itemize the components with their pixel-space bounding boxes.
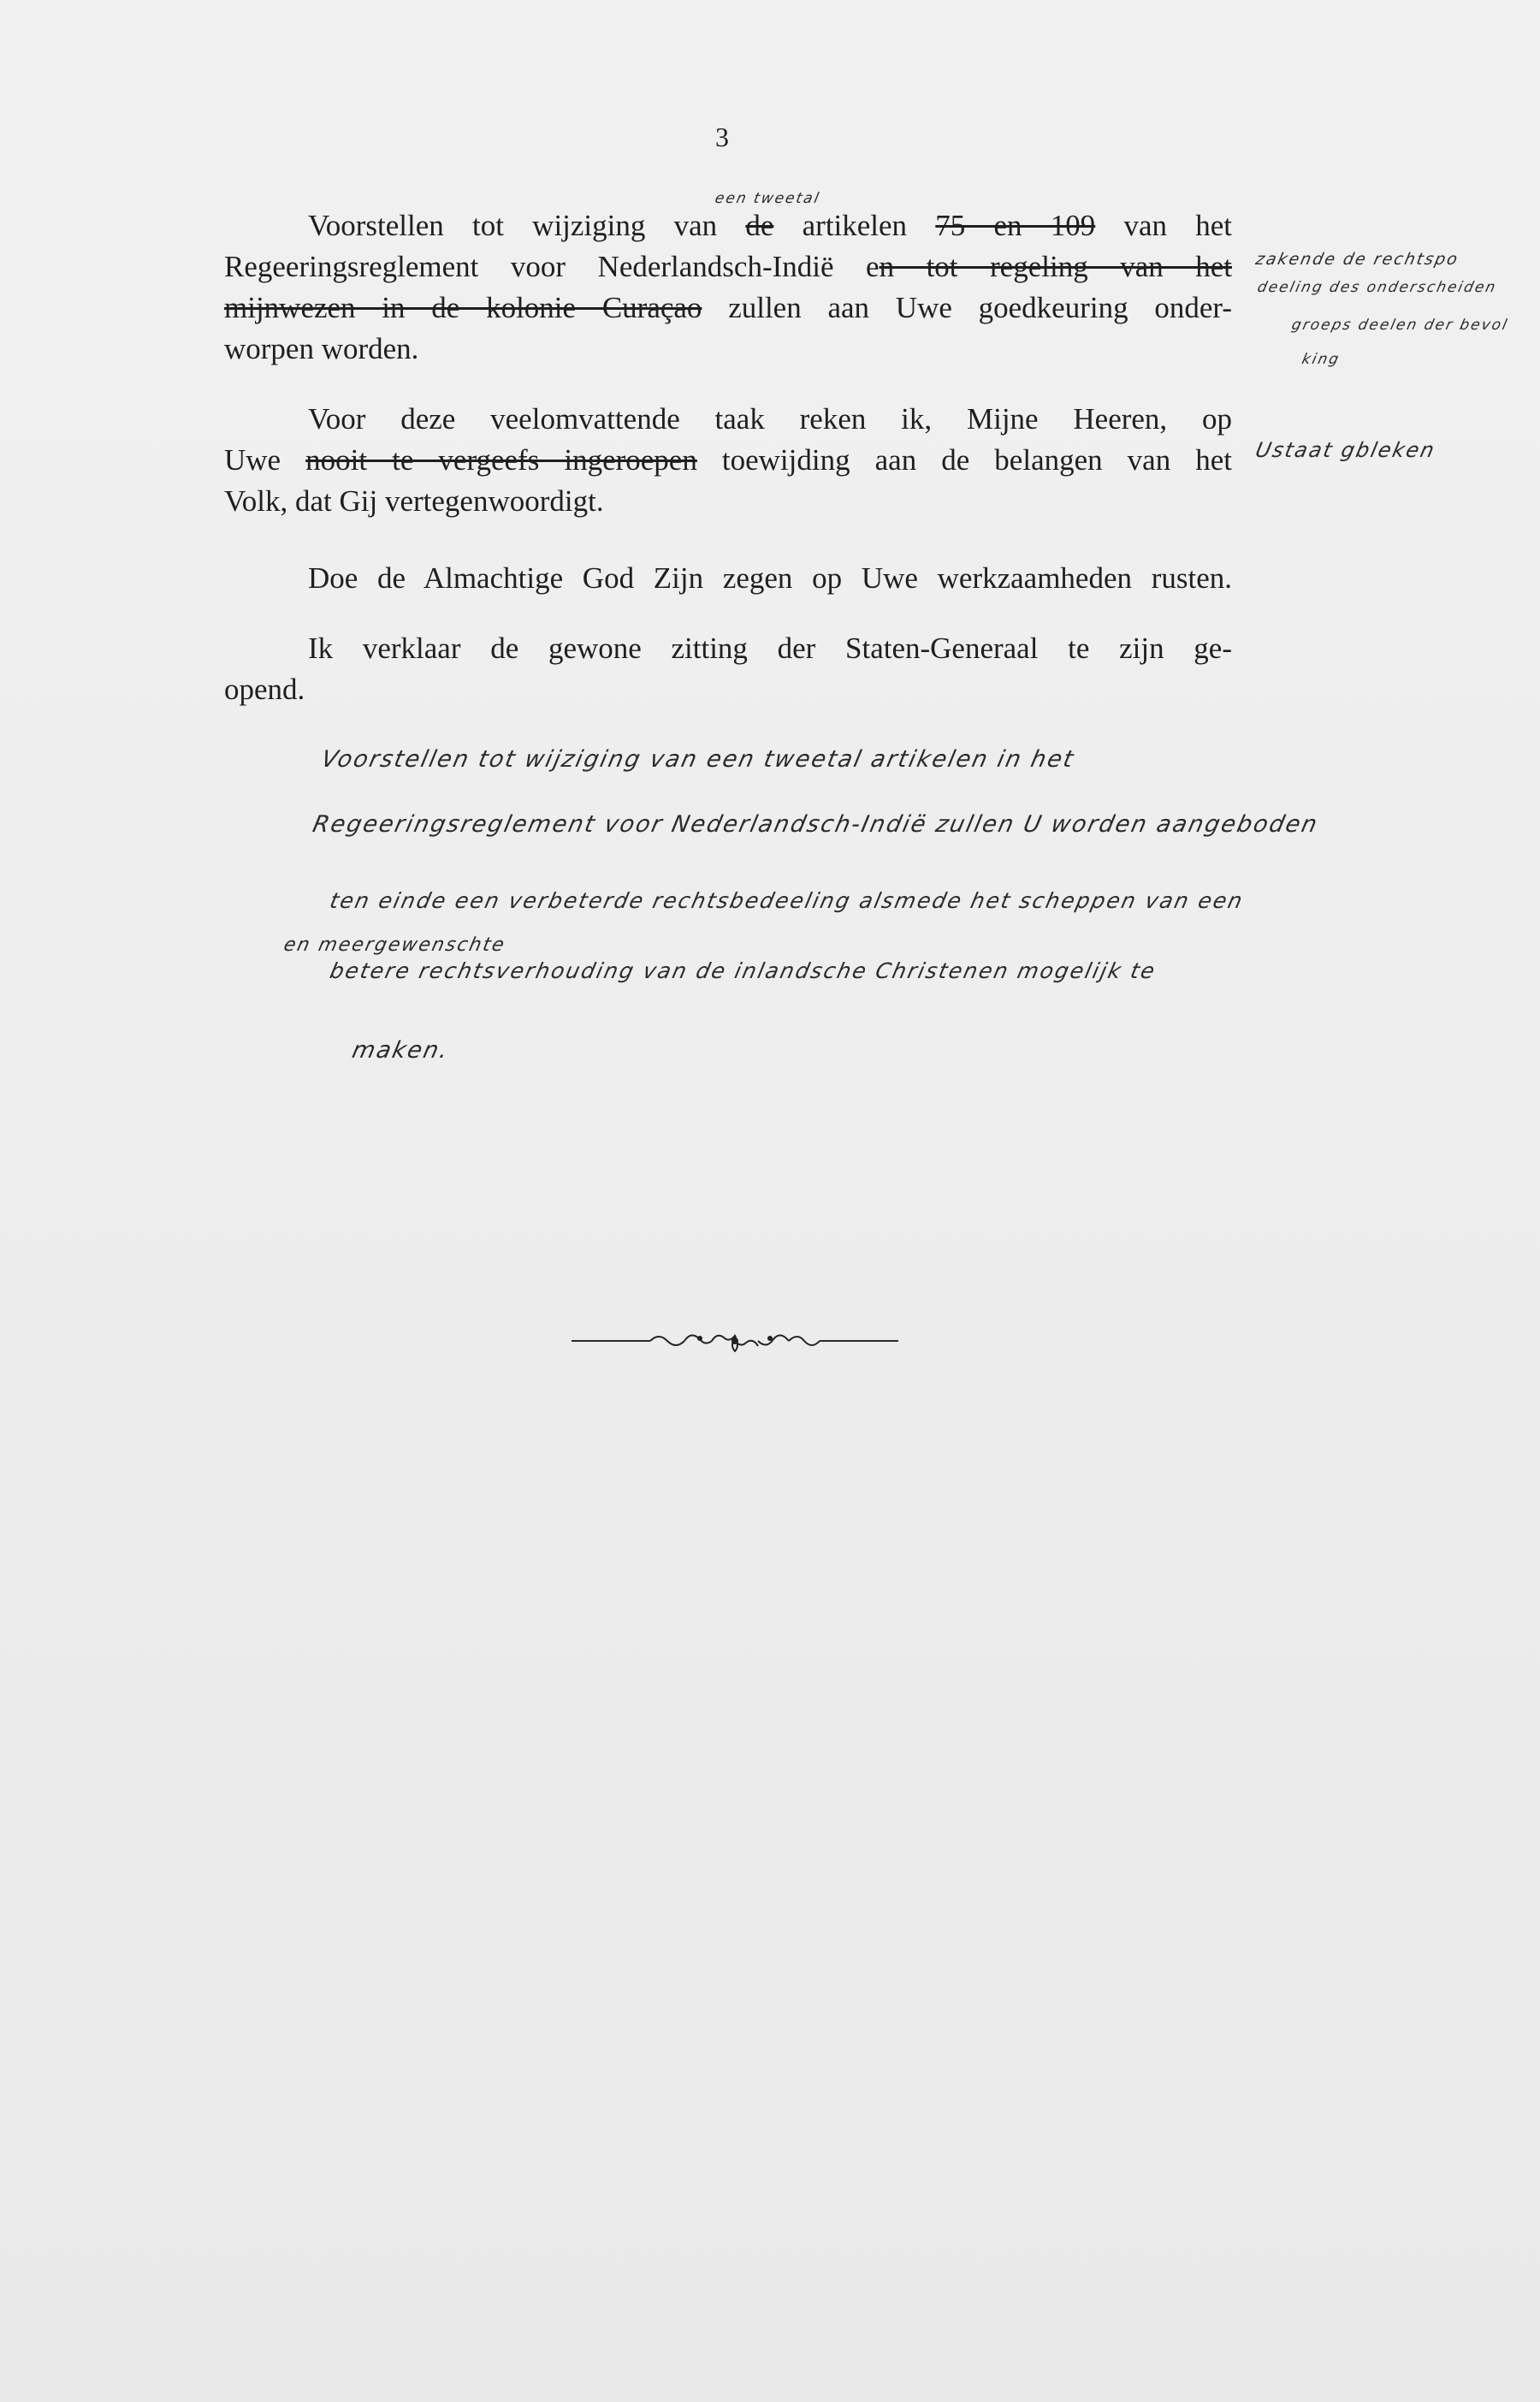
handwritten-line2: Regeeringsreglement voor Nederlandsch-Indië zullen U worden aangeboden [310,811,1321,838]
page-number: 3 [715,122,729,152]
p1-line2: Regeeringsreglement voor Nederlandsch-Indië en tot regeling van het [224,250,1232,283]
paragraph-opening [224,628,1232,710]
p4-line2: opend. [224,673,305,706]
p4-line1: Ik verklaar de gewone zitting der Staten-Generaal te zijn ge- [308,632,1232,665]
p1-line4: worpen worden. [224,332,419,365]
p1-line3: mijnwezen in de kolonie Curaçao zullen aan Uwe goedkeuring onder- [224,291,1232,324]
struck-nooit: nooit te vergeefs ingeroepen [305,443,697,477]
paragraph-proposals [224,205,1232,370]
p2-line3: Volk, dat Gij vertegenwoordigt. [224,484,604,518]
struck-de: de [745,209,774,242]
paragraph-blessing [224,558,1232,599]
handwritten-line1: Voorstellen tot wijziging van een tweetal artikelen in het [318,746,1077,773]
p2-line2: Uwe nooit te vergeefs ingeroepen toewijding aan de belangen van het [224,443,1233,477]
margin-note-line3: groeps deelen der bevol [1289,317,1510,334]
margin-note-line2: deeling des onderscheiden [1255,279,1499,296]
margin-note-line1: zakende de rechtspo [1253,250,1461,269]
ornament-divider [572,1328,898,1354]
handwritten-line4-insert: en meergewenschte [281,934,508,956]
struck-mijnwezen: mijnwezen in de kolonie Curaçao [224,291,702,324]
paragraph-task [224,399,1232,522]
margin-note-2: Ustaat gbleken [1253,438,1438,462]
struck-regeling: n tot regeling van het [879,250,1232,283]
p2-line1: Voor deze veelomvattende taak reken ik, Mijne Heeren, op [308,402,1232,436]
p3-line1: Doe de Almachtige God Zijn zegen op Uwe werkzaamheden rusten. [308,561,1232,595]
struck-article-numbers: 75 en 109 [935,209,1096,242]
handwritten-line3: ten einde een verbeterde rechtsbedeeling alsmede het scheppen van een [327,888,1247,913]
handwritten-line5: maken. [349,1037,453,1064]
insertion-een-tweetal: een tweetal [713,190,822,207]
p1-line1: Voorstellen tot wijziging van de artikelen 75 en 109 van het [308,209,1232,242]
margin-note-line4: king [1300,351,1342,368]
handwritten-line4: betere rechtsverhouding van de inlandsche Christenen mogelijk te [327,958,1159,983]
